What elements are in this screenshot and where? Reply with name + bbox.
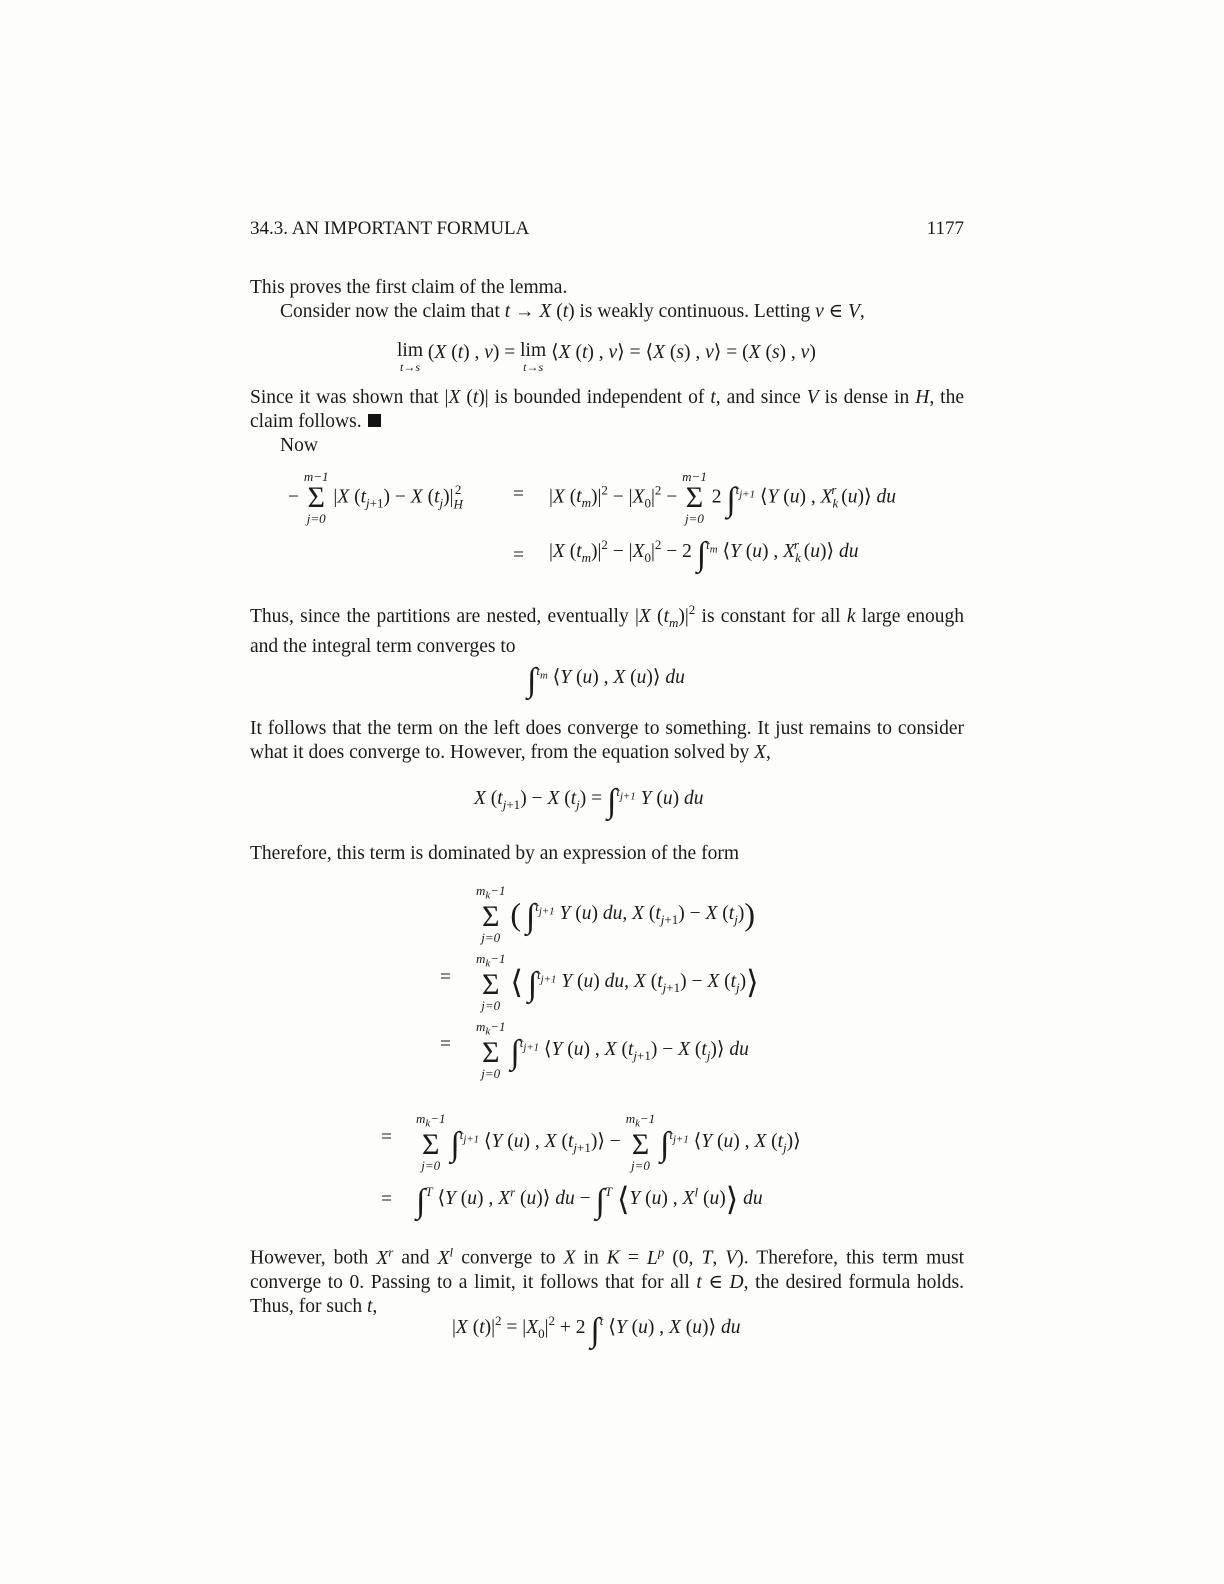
equation-dominated-3: $m_k-1$ Σ j=0 ∫$^{t_{j+1}}$ ⟨Y (u) , X $(t_{j+1}) - X$ $(t_j)⟩$ du — [476, 1019, 749, 1081]
equation-step-functions: ∫$^T$ ⟨Y (u) , $X^r$ (u)⟩ du − ∫$^T$ ⟨Y (u) , $X^l$ (u)⟩ du — [416, 1181, 763, 1220]
paragraph-8: However, both $X^r$ and $X^l$ converge to X in $K = L^p$ (0, T, V). Therefore, this term must converge to 0. Passing to a limit, it follows that for all t ∈ D, the desired formula holds. Thus, for such t, — [250, 1244, 965, 1317]
equation-weak-limit: lim t→s (X (t) , v) = lim t→s ⟨X (t) , v⟩ = ⟨X (s) , v⟩ = (X (s) , v) — [397, 340, 816, 374]
section-title: 34.3. AN IMPORTANT FORMULA — [250, 218, 530, 239]
page-number: 1177 — [926, 218, 964, 239]
equation-sum-line1: − m−1 Σ j=0 |X $(t_{j+1}) - X$ $(t_j)|_H^2$ — [288, 469, 463, 526]
equation-integral-limit: ∫$^{t_m}$ ⟨Y (u) , X (u)⟩ du — [527, 662, 685, 699]
paragraph-2: Consider now the claim that t → X (t) is weakly continuous. Letting v ∈ V, — [280, 301, 865, 322]
equation-sum-rhs1: |X $(t_m)|^2 - |X_0|^2$ − m−1 Σ j=0 2 ∫$^{t_{j+1}}$ ⟨Y (u) , $X_k^r$ (u)⟩ du — [549, 469, 896, 526]
equation-split-sum: $m_k-1$ Σ j=0 ∫$^{t_{j+1}}$ ⟨Y (u) , X $(t_{j+1})⟩$ − $m_k-1$ Σ j=0 ∫$^{t_{j+1}}$ ⟨Y (u) , X $(t_j)⟩$ — [416, 1111, 801, 1173]
paragraph-7: Therefore, this term is dominated by an expression of the form — [250, 843, 739, 864]
paragraph-3: Since it was shown that |X (t)| is bounded independent of t, and since V is dense in H, the claim follows. — [250, 387, 964, 432]
equals-sign: = — [440, 967, 451, 988]
paragraph-5: Thus, since the partitions are nested, eventually |X $(t_m)|^2$ is constant for all k large enough and the integral term converges to — [250, 602, 965, 657]
equation-final-formula: |X $(t)|^2 = |X_0|^2 + 2$ ∫$^t$ ⟨Y (u) , X (u)⟩ du — [452, 1312, 741, 1349]
equals-sign: = — [513, 484, 524, 505]
equals-sign: = — [440, 1034, 451, 1055]
paragraph-6: It follows that the term on the left does converge to something. It just remains to consider what it does converge to. However, from the equation solved by X, — [250, 718, 964, 763]
equation-dominated-1: $m_k-1$ Σ j=0 ( ∫$^{t_{j+1}}$ Y (u) du, X $(t_{j+1}) - X$ $(t_j)$) — [476, 883, 755, 945]
equation-dominated-2: $m_k-1$ Σ j=0 ⟨ ∫$^{t_{j+1}}$ Y (u) du, X $(t_{j+1}) - X$ $(t_j)⟩$ — [476, 951, 759, 1013]
equation-difference: X $(t_{j+1}) - X$ $(t_j) = \int^{t_{j+1}}$ Y (u) du — [474, 783, 704, 820]
running-header — [250, 218, 964, 244]
equals-sign: = — [381, 1189, 392, 1210]
qed-square — [368, 414, 381, 427]
equals-sign: = — [381, 1127, 392, 1148]
equals-sign: = — [513, 545, 524, 566]
paragraph-4: Now — [280, 435, 318, 456]
paragraph-1: This proves the first claim of the lemma. — [250, 277, 568, 298]
equation-sum-rhs2: |X $(t_m)|^2 - |X_0|^2 - 2$ ∫$^{t_m}$ ⟨Y (u) , $X_k^r$ (u)⟩ du — [549, 536, 859, 573]
